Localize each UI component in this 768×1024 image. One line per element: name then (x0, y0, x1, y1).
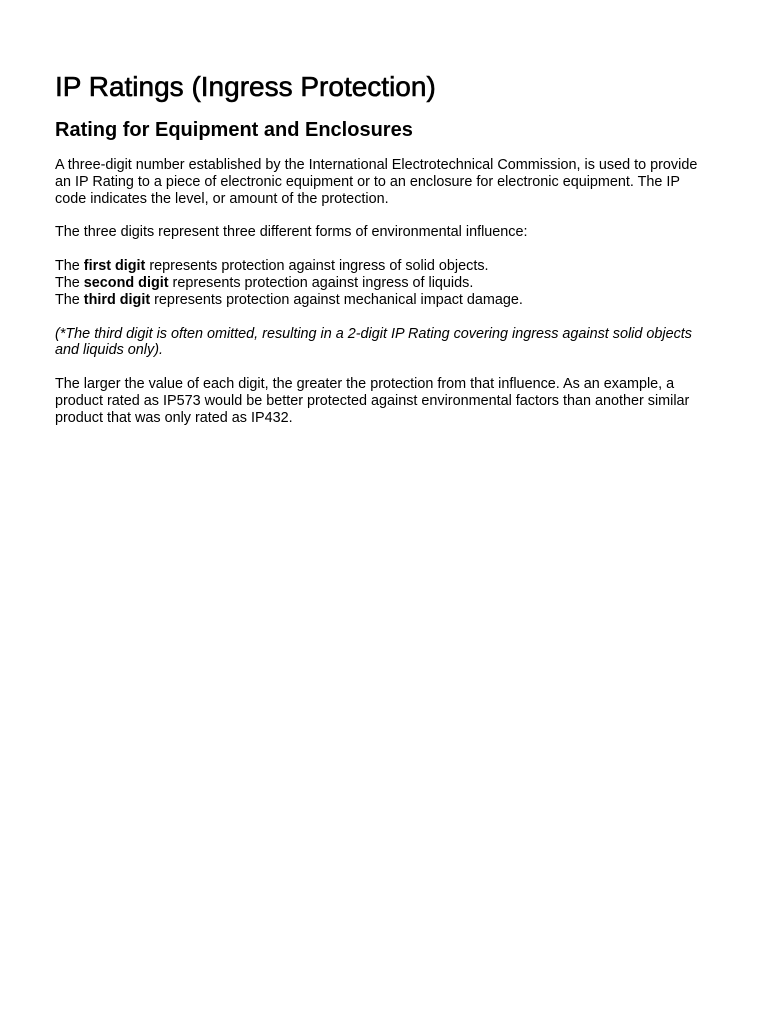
digits-list (55, 258, 713, 308)
page-title: IP Ratings (Ingress Protection) (55, 71, 436, 102)
digit-line-third (55, 292, 713, 309)
digit-description: represents protection against ingress of solid objects. (145, 258, 489, 275)
note-paragraph: (*The third digit is often omitted, resulting in a 2-digit IP Rating covering ingress against solid objects and liquids only). (55, 325, 692, 359)
digit-description: represents protection against mechanical impact damage. (150, 291, 523, 308)
section-heading: Rating for Equipment and Enclosures (55, 119, 413, 141)
digit-prefix: The (55, 274, 84, 291)
example-paragraph: The larger the value of each digit, the greater the protection from that influence. As an example, a product rated as IP573 would be better protected against environmental factors than another similar product that was only rated as IP432. (55, 376, 690, 426)
three-digits-paragraph: The three digits represent three different forms of environmental influence: (55, 224, 528, 241)
digit-term: second digit (83, 274, 169, 291)
digit-line-second (55, 275, 713, 292)
digit-term: third digit (83, 291, 151, 308)
digit-prefix: The (55, 258, 84, 275)
digit-line-first (55, 258, 713, 275)
digit-term: first digit (83, 258, 146, 275)
digit-description: represents protection against ingress of liquids. (168, 274, 474, 291)
intro-paragraph: A three-digit number established by the International Electrotechnical Commission, is used to provide an IP Rating to a piece of electronic equipment or to an enclosure for electronic equipment. The IP code indicates the level, or amount of the protection. (55, 157, 698, 207)
digit-prefix: The (55, 291, 84, 308)
